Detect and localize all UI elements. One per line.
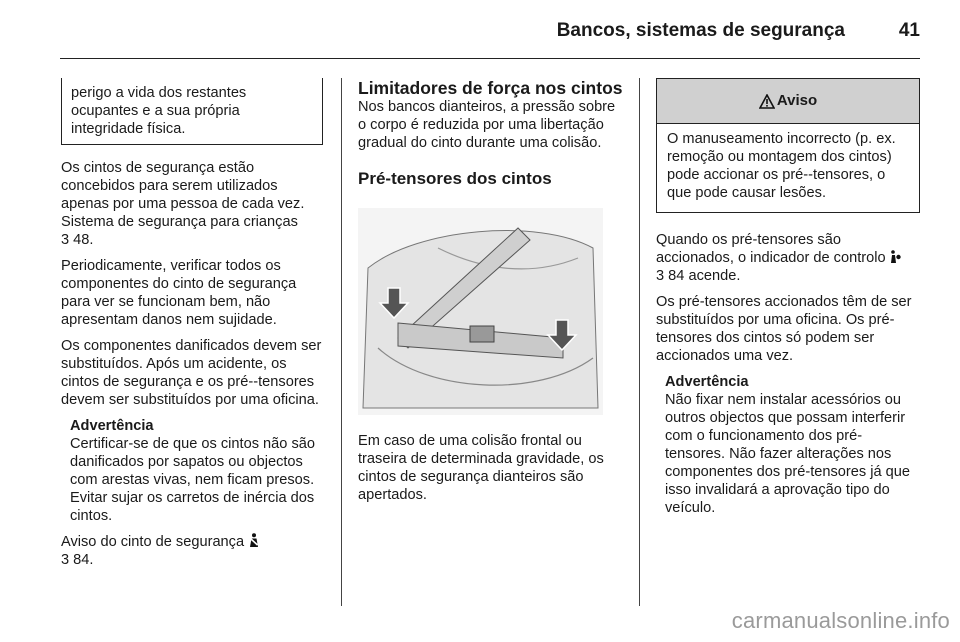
paragraph: Os componentes danificados devem ser substituídos. Após um acidente, os cintos de segurança e os pré--tensores devem ser substituídos por uma oficina.	[61, 338, 322, 408]
advertencia-text: Certificar-se de que os cintos não são danificados por sapatos ou objectos com arestas vivas, nem ficam presos. Evitar sujar os carretos de inércia dos cintos.	[70, 436, 315, 524]
paragraph	[656, 231, 920, 285]
paragraph	[61, 159, 323, 249]
paragraph: Em caso de uma colisão frontal ou traseira de determinada gravidade, os cintos de segurança dianteiros são apertados.	[358, 433, 604, 503]
paragraph	[61, 533, 323, 569]
warning-continuation-box	[61, 78, 323, 145]
column-divider-1	[341, 78, 342, 606]
advertencia-block	[61, 417, 323, 525]
advertencia-block	[656, 373, 920, 517]
page-number: 41	[898, 20, 920, 41]
paragraph: Os pré-tensores accionados têm de ser substituídos por uma oficina. Os pré-tensores dos cintos só podem ser accionados uma vez.	[656, 294, 912, 364]
warning-text: O manuseamento incorrecto (p. ex. remoção ou montagem dos cintos) pode accionar os pré--tensores, o que pode causar lesões.	[667, 131, 896, 201]
column-1	[61, 78, 323, 577]
column-3	[656, 78, 920, 517]
advertencia-title: Advertência	[665, 374, 749, 390]
advertencia-text: Não fixar nem instalar acessórios ou outros objectos que possam interferir com o funcionamento dos pré-tensores. Não fazer alterações nos componentes dos pré-tensores já que isso invalidará a aprovação tipo do veículo.	[665, 392, 911, 516]
header-rule	[60, 58, 920, 59]
section-heading-force-limiters: Limitadores de força nos cintos	[358, 78, 623, 98]
box-text: perigo a vida dos restantes ocupantes e a sua própria integridade física.	[71, 85, 247, 137]
paragraph-text: Aviso do cinto de segurança	[61, 534, 245, 550]
column-2	[358, 78, 623, 512]
column-divider-2	[639, 78, 640, 606]
watermark: carmanualsonline.info	[731, 608, 950, 633]
seatbelt-icon	[248, 533, 260, 548]
warning-box	[656, 78, 920, 213]
warning-triangle-icon	[759, 94, 775, 109]
page-reference: 3 84.	[61, 552, 94, 568]
paragraph: Nos bancos dianteiros, a pressão sobre o corpo é reduzida por uma libertação gradual do cinto durante uma colisão.	[358, 99, 616, 151]
advertencia-title: Advertência	[70, 418, 154, 434]
paragraph-text: Os cintos de segurança estão concebidos para serem utilizados apenas por uma pessoa de cada vez. Sistema de segurança para crianças	[61, 160, 305, 230]
airbag-pretensioner-icon	[890, 250, 901, 264]
paragraph: Periodicamente, verificar todos os componentes do cinto de segurança para ver se funcionam bem, não apresentam danos nem sujidade.	[61, 258, 297, 328]
header-title: Bancos, sistemas de segurança	[556, 20, 845, 41]
paragraph-text: Quando os pré-tensores são accionados, o indicador de controlo	[656, 232, 886, 266]
page-reference: 3 48.	[61, 232, 94, 248]
seatbelt-pretensioner-illustration	[358, 208, 603, 415]
warning-title: Aviso	[776, 92, 818, 109]
page-reference: 3 84 acende.	[656, 268, 741, 284]
section-heading-pretensioners: Pré-tensores dos cintos	[358, 169, 552, 188]
warning-header	[657, 79, 919, 124]
